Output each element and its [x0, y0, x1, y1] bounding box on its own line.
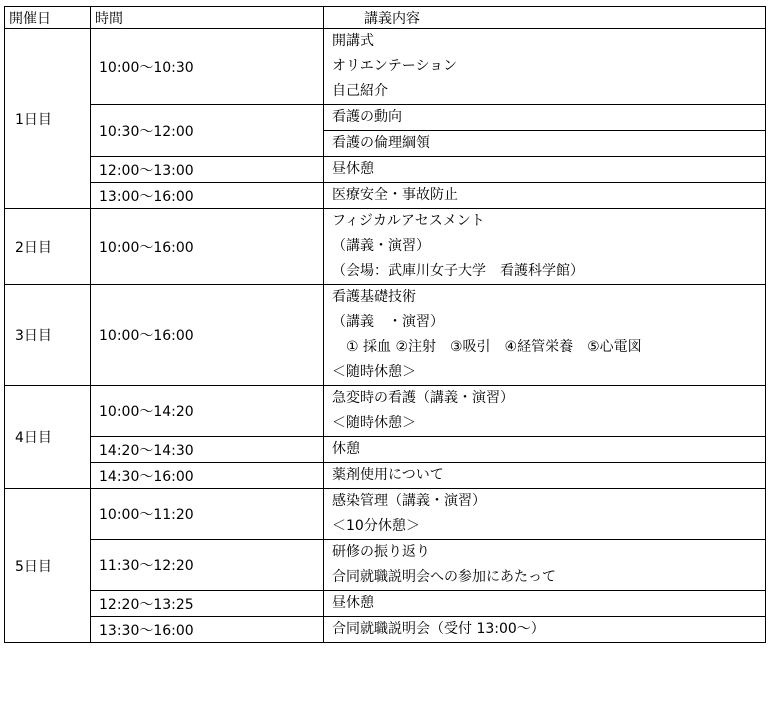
time-cell: 10:00～16:00 — [91, 209, 324, 285]
schedule-row — [5, 489, 766, 540]
schedule-row — [5, 591, 766, 617]
content-line: （講義 ・演習） — [332, 314, 444, 330]
content-line: 昼休憩 — [332, 595, 374, 611]
time-cell: 10:00～14:20 — [91, 386, 324, 437]
day-label: 1日目 — [5, 29, 91, 209]
schedule-row — [5, 183, 766, 209]
time-cell: 13:00～16:00 — [91, 183, 324, 209]
content-line: 自己紹介 — [332, 83, 388, 99]
day-label: 2日目 — [5, 209, 91, 285]
content-line: オリエンテーション — [332, 58, 458, 74]
content-cell — [324, 437, 766, 463]
content-line: 看護の動向 — [332, 109, 402, 125]
content-line: 昼休憩 — [332, 161, 374, 177]
content-line: ＜随時休憩＞ — [332, 364, 416, 380]
time-cell: 12:20～13:25 — [91, 591, 324, 617]
time-cell: 12:00～13:00 — [91, 157, 324, 183]
time-cell: 10:00～11:20 — [91, 489, 324, 540]
time-cell: 11:30～12:20 — [91, 540, 324, 591]
day-label: 4日目 — [5, 386, 91, 489]
schedule-row — [5, 105, 766, 131]
time-cell: 10:00～10:30 — [91, 29, 324, 105]
content-line: 看護の倫理綱領 — [332, 135, 430, 151]
schedule-row — [5, 29, 766, 105]
content-line: ＜10分休憩＞ — [332, 518, 420, 534]
content-cell — [324, 29, 766, 105]
schedule-body — [5, 29, 766, 643]
content-line: 医療安全・事故防止 — [332, 187, 458, 203]
schedule-table — [4, 6, 766, 643]
time-cell: 14:30～16:00 — [91, 463, 324, 489]
time-cell: 14:20～14:30 — [91, 437, 324, 463]
day-label: 3日目 — [5, 285, 91, 386]
schedule-row — [5, 463, 766, 489]
content-cell — [324, 617, 766, 643]
content-cell — [324, 463, 766, 489]
schedule-row — [5, 285, 766, 386]
content-line: ＜随時休憩＞ — [332, 415, 416, 431]
schedule-row — [5, 617, 766, 643]
content-cell — [324, 209, 766, 285]
content-cell — [324, 105, 766, 131]
content-line: 研修の振り返り — [332, 544, 430, 560]
schedule-row — [5, 209, 766, 285]
content-cell — [324, 131, 766, 157]
content-line: 薬剤使用について — [332, 467, 444, 483]
header-time: 時間 — [91, 7, 324, 29]
content-line: 休憩 — [332, 441, 360, 457]
content-cell — [324, 540, 766, 591]
content-line: （会場：武庫川女子大学 看護科学館） — [332, 263, 584, 279]
content-cell — [324, 386, 766, 437]
time-cell: 10:00～16:00 — [91, 285, 324, 386]
content-cell — [324, 183, 766, 209]
content-cell — [324, 591, 766, 617]
schedule-row — [5, 157, 766, 183]
header-content: 講義内容 — [324, 7, 766, 29]
time-cell: 10:30～12:00 — [91, 105, 324, 157]
content-cell — [324, 489, 766, 540]
schedule-row — [5, 540, 766, 591]
day-label: 5日目 — [5, 489, 91, 643]
schedule-row — [5, 437, 766, 463]
content-line: フィジカルアセスメント — [332, 213, 485, 229]
content-line: 合同就職説明会への参加にあたって — [332, 569, 556, 585]
content-line: （講義・演習） — [332, 238, 430, 254]
content-line: 看護基礎技術 — [332, 289, 416, 305]
content-cell — [324, 285, 766, 386]
time-cell: 13:30～16:00 — [91, 617, 324, 643]
content-line: ① 採血 ②注射 ③吸引 ④経管栄養 ⑤心電図 — [332, 339, 642, 355]
content-line: 合同就職説明会（受付 13:00～） — [332, 621, 545, 637]
header-day: 開催日 — [5, 7, 91, 29]
content-line: 開講式 — [332, 33, 374, 49]
schedule-row — [5, 386, 766, 437]
header-row — [5, 7, 766, 29]
content-line: 急変時の看護（講義・演習） — [332, 390, 514, 406]
content-line: 感染管理（講義・演習） — [332, 493, 486, 509]
content-cell — [324, 157, 766, 183]
